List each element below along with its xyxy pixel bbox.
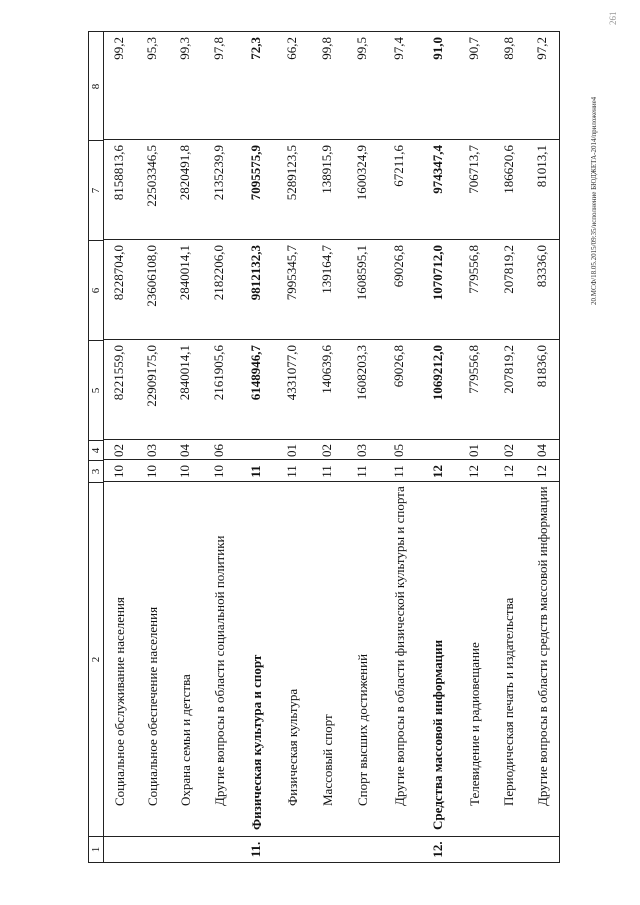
cell-c8 [103,33,135,140]
cell-a [309,461,345,482]
table-row [492,32,525,862]
cell-c6 [275,241,309,340]
cell-text: 9812132,3 [248,245,263,301]
cell-c5 [492,341,525,440]
cell-c5 [525,341,559,440]
cell-text: 7095575,9 [248,145,263,201]
table-row [103,32,135,862]
cell-text: 66,2 [284,37,299,60]
column-divider [103,481,559,482]
table-row [169,32,201,862]
cell-name [201,483,237,836]
cell-num [419,837,456,862]
cell-text: 186620,6 [500,145,516,194]
table-row [525,32,559,862]
cell-text: 779556,8 [466,345,481,394]
cell-c5 [237,341,275,440]
cell-text: 05 [391,444,406,457]
cell-text: 03 [144,444,159,457]
cell-b [237,441,275,460]
cell-text: 67211,6 [391,145,406,187]
cell-name [419,483,456,836]
cell-text: 99,5 [354,37,369,60]
cell-text: Массовый спорт [319,714,335,806]
column-divider [103,239,559,240]
table-row [379,32,419,862]
cell-a [419,461,456,482]
cell-text: 12 [500,465,516,478]
header-col-7: 7 [89,140,103,240]
cell-text: 69026,8 [391,245,406,288]
cell-text: 97,8 [211,37,226,60]
header-col-5: 5 [89,340,103,440]
cell-text: 8158813,6 [111,145,126,201]
cell-c7 [456,141,492,240]
cell-text: Средства массовой информации [430,639,445,830]
cell-c5 [103,341,135,440]
cell-text: 1069212,0 [429,345,445,401]
cell-c7 [169,141,201,240]
cell-c5 [135,341,169,440]
cell-text: 99,2 [111,37,126,60]
cell-name [309,483,345,836]
cell-text: 22909175,0 [144,345,159,407]
cell-text: 10 [211,465,226,478]
cell-b [419,441,456,460]
cell-text: 12 [466,465,481,478]
cell-text: 139164,7 [319,245,334,294]
cell-b [345,441,379,460]
cell-text: 11 [319,465,334,478]
cell-text: 2840014,1 [177,345,192,401]
cell-text: Спорт высших достижений [354,653,370,806]
cell-name [345,483,379,836]
table-row [237,32,275,862]
cell-text: 06 [211,444,226,457]
cell-name [275,483,309,836]
cell-c6 [492,241,525,340]
cell-text: 779556,8 [466,245,481,294]
cell-text: Охрана семьи и детства [177,674,193,806]
cell-num [309,837,345,862]
cell-text: 1608595,1 [354,245,369,301]
header-col-8: 8 [90,83,102,90]
cell-text: 01 [466,444,481,457]
column-divider [103,459,559,460]
cell-text: 7995345,7 [284,245,299,301]
cell-a [201,461,237,482]
cell-text: Социальное обеспечение населения [144,606,160,806]
cell-text: 8221559,0 [111,345,126,401]
cell-text: 11 [391,465,406,478]
table-row [309,32,345,862]
cell-text: 1600324,9 [354,145,369,201]
column-divider [103,439,559,440]
cell-num [275,837,309,862]
cell-c6 [103,241,135,340]
cell-a [275,461,309,482]
cell-text: Другие вопросы в области социальной политики [211,535,227,806]
header-col-4: 4 [89,440,103,460]
cell-name [492,483,525,836]
cell-text: 02 [111,444,126,457]
header-col-6: 6 [89,240,103,340]
cell-text: 69026,8 [391,345,406,388]
cell-c8 [525,33,559,140]
cell-text: 5289123,5 [284,145,299,201]
cell-text: 11 [354,465,369,478]
cell-text: 974347,4 [429,145,445,194]
cell-text: 138915,9 [319,145,334,194]
cell-text: 90,7 [466,37,481,60]
cell-b [379,441,419,460]
cell-c5 [169,341,201,440]
cell-text: 207819,2 [500,345,516,394]
column-number-header [89,32,104,862]
cell-a [456,461,492,482]
page-number: 261 [608,11,618,25]
cell-text: 11 [248,465,263,478]
cell-c8 [456,33,492,140]
cell-c6 [345,241,379,340]
cell-text: 99,8 [319,37,334,60]
cell-num [492,837,525,862]
cell-c6 [309,241,345,340]
cell-text: 207819,2 [500,245,516,294]
cell-text: 12. [429,841,445,858]
cell-a [525,461,559,482]
cell-c5 [419,341,456,440]
cell-c8 [237,33,275,140]
cell-text: 04 [534,444,549,457]
header-col-2: 2 [89,482,103,836]
cell-b [201,441,237,460]
cell-text: 23606108,0 [144,245,159,307]
cell-text: 12 [429,465,445,478]
cell-c8 [201,33,237,140]
cell-text: 97,2 [534,37,549,60]
cell-name [525,483,559,836]
cell-text: 89,8 [500,37,516,60]
cell-num [379,837,419,862]
cell-text: 2820491,8 [177,145,192,201]
cell-num [237,837,275,862]
cell-c6 [525,241,559,340]
cell-text: 2135239,9 [211,145,226,201]
cell-a [345,461,379,482]
cell-b [525,441,559,460]
cell-text: 81013,1 [534,145,549,188]
cell-name [237,483,275,836]
cell-text: 10 [177,465,192,478]
cell-c7 [237,141,275,240]
cell-num [525,837,559,862]
header-col-3: 3 [89,460,103,482]
cell-c8 [309,33,345,140]
cell-text: Физическая культура [284,688,300,806]
cell-text: 81836,0 [534,345,549,388]
cell-text: 140639,6 [319,345,334,394]
cell-b [456,441,492,460]
table-row [275,32,309,862]
cell-c7 [275,141,309,240]
header-col-1: 1 [89,836,103,862]
cell-b [103,441,135,460]
cell-text: 03 [354,444,369,457]
cell-c7 [309,141,345,240]
cell-c8 [419,33,456,140]
cell-c5 [201,341,237,440]
cell-text: Периодическая печать и издательства [501,597,516,806]
cell-text: 95,3 [144,37,159,60]
cell-name [169,483,201,836]
cell-text: 1070712,0 [429,245,445,301]
cell-b [169,441,201,460]
cell-c5 [345,341,379,440]
cell-text: 72,3 [248,37,263,60]
cell-c6 [379,241,419,340]
cell-text: 91,0 [429,37,445,60]
cell-a [379,461,419,482]
cell-text: 83336,0 [534,245,549,288]
table-row [135,32,169,862]
table-row [456,32,492,862]
cell-b [135,441,169,460]
cell-a [169,461,201,482]
cell-text: 97,4 [391,37,406,60]
cell-a [237,461,275,482]
cell-c6 [201,241,237,340]
cell-c8 [135,33,169,140]
cell-name [135,483,169,836]
cell-text: 11 [284,465,299,478]
cell-text: 01 [284,444,299,457]
cell-c7 [419,141,456,240]
cell-c8 [169,33,201,140]
cell-b [492,441,525,460]
cell-c7 [525,141,559,240]
cell-a [135,461,169,482]
budget-execution-table [88,31,560,863]
cell-c5 [379,341,419,440]
cell-text: 1608203,3 [354,345,369,401]
cell-text: 10 [111,465,126,478]
cell-c7 [345,141,379,240]
cell-num [456,837,492,862]
cell-c7 [379,141,419,240]
file-path-footer: 20.МСФ/18.05.2015/09:35/исполнение БЮДЖЕТА-2014/приложение4 [590,96,598,305]
cell-text: 706713,7 [466,145,481,194]
cell-text: 04 [177,444,192,457]
cell-text: 02 [500,444,516,457]
cell-c8 [275,33,309,140]
cell-c6 [456,241,492,340]
cell-c8 [345,33,379,140]
cell-name [103,483,135,836]
table-row [345,32,379,862]
cell-num [345,837,379,862]
table-row [419,32,456,862]
cell-text: 11. [248,841,263,858]
cell-num [135,837,169,862]
cell-c6 [135,241,169,340]
cell-text: 10 [144,465,159,478]
cell-text: Физическая культура и спорт [248,654,264,830]
cell-b [275,441,309,460]
cell-a [492,461,525,482]
cell-text: Другие вопросы в области физической культуры и спорта [391,486,407,806]
cell-c6 [237,241,275,340]
cell-num [201,837,237,862]
cell-text: 6148946,7 [248,345,263,401]
cell-c7 [201,141,237,240]
cell-text: 12 [534,465,549,478]
cell-text: 8228704,0 [111,245,126,301]
cell-text: 02 [319,444,334,457]
cell-text: 99,3 [177,37,192,60]
cell-c5 [456,341,492,440]
cell-text: Социальное обслуживание населения [111,597,127,806]
cell-c8 [492,33,525,140]
cell-text: Телевидение и радиовещание [466,642,482,806]
cell-b [309,441,345,460]
cell-text: 2840014,1 [177,245,192,301]
cell-a [103,461,135,482]
cell-name [456,483,492,836]
cell-text: 2161905,6 [211,345,226,401]
cell-c8 [379,33,419,140]
cell-c7 [103,141,135,240]
cell-text: 22503346,5 [144,145,159,207]
cell-c6 [169,241,201,340]
column-divider [103,339,559,340]
column-divider [103,139,559,140]
cell-text: Другие вопросы в области средств массовой информации [534,486,550,806]
cell-c5 [309,341,345,440]
cell-c7 [135,141,169,240]
cell-name [379,483,419,836]
cell-text: 4331077,0 [284,345,299,401]
cell-c5 [275,341,309,440]
table-row [201,32,237,862]
cell-c6 [419,241,456,340]
cell-num [103,837,135,862]
cell-num [169,837,201,862]
cell-c7 [492,141,525,240]
cell-text: 2182206,0 [211,245,226,301]
